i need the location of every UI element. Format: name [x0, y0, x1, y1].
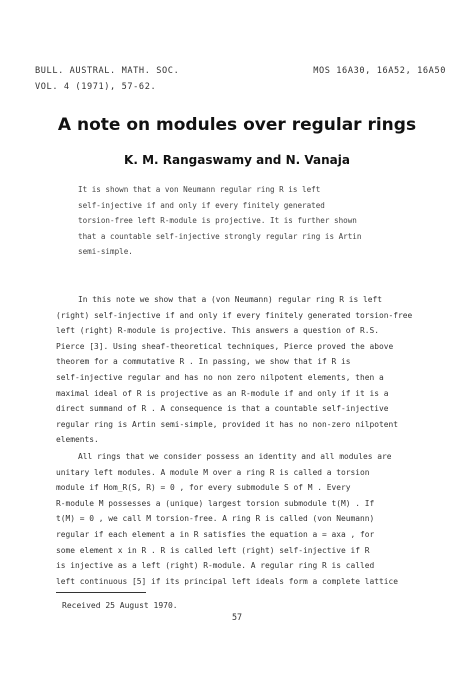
- body-line: left continuous [5] if its principal left ideals form a complete lattice: [56, 576, 399, 586]
- body-line: t(M) = 0 , we call M torsion-free. A ring R is called (von Neumann): [56, 514, 375, 524]
- subject-classification: MOS 16A30, 16A52, 16A50: [313, 66, 446, 76]
- body-line: some element x in R . R is called left (right) self-injective if R: [56, 545, 370, 555]
- abstract-line: self-injective if and only if every finitely generated: [78, 200, 325, 210]
- body-line: elements.: [56, 435, 99, 445]
- body-line: Pierce [3]. Using sheaf-theoretical techniques, Pierce proved the above: [56, 341, 394, 351]
- body-line: (right) self-injective if and only if every finitely generated torsion-free: [56, 310, 413, 320]
- volume-info: VOL. 4 (1971), 57-62.: [35, 82, 157, 92]
- page-number: 57: [231, 612, 243, 622]
- body-line: unitary left modules. A module M over a ring R is called a torsion: [56, 467, 370, 477]
- body-line: module if Hom_R(S, R) = 0 , for every submodule S of M . Every: [56, 483, 351, 493]
- body-line: self-injective regular and has no non zero nilpotent elements, then a: [56, 372, 384, 382]
- paper-authors: K. M. Rangaswamy and N. Vanaja: [124, 153, 350, 167]
- paper-title: A note on modules over regular rings: [57, 115, 417, 135]
- body-line: left (right) R-module is projective. This answers a question of R.S.: [56, 326, 380, 336]
- body-line: All rings that we consider possess an identity and all modules are: [78, 452, 392, 461]
- abstract-line: torsion-free left R-module is projective. It is further shown: [78, 216, 357, 225]
- paragraph-intro: [56, 292, 442, 448]
- paragraph-definitions: [56, 449, 442, 589]
- received-date-footnote: Received 25 August 1970.: [62, 601, 178, 610]
- body-line: R-module M possesses a (unique) largest torsion submodule t(M) . If: [56, 498, 375, 508]
- body-line: regular ring is Artin semi-simple, provided it has no non-zero nilpotent: [56, 419, 399, 429]
- abstract-line: It is shown that a von Neumann regular ring R is left: [78, 185, 321, 194]
- body-line: maximal ideal of R is projective as an R-module if and only if it is a: [56, 388, 389, 398]
- abstract-line: that a countable self-injective strongly regular ring is Artin: [78, 231, 362, 241]
- abstract: [78, 182, 418, 260]
- body-line: theorem for a commutative R . In passing, we show that if R is: [56, 357, 351, 367]
- body-line: regular if each element a in R satisfies the equation a = axa , for: [56, 529, 375, 539]
- footnote-rule: [56, 592, 146, 593]
- body-line: direct summand of R . A consequence is that a countable self-injective: [56, 404, 389, 414]
- body-line: is injective as a left (right) R-module. A regular ring R is called: [56, 561, 375, 571]
- abstract-line: semi-simple.: [78, 247, 133, 256]
- body-line: In this note we show that a (von Neumann) regular ring R is left: [78, 295, 383, 304]
- journal-name: BULL. AUSTRAL. MATH. SOC.: [35, 66, 180, 76]
